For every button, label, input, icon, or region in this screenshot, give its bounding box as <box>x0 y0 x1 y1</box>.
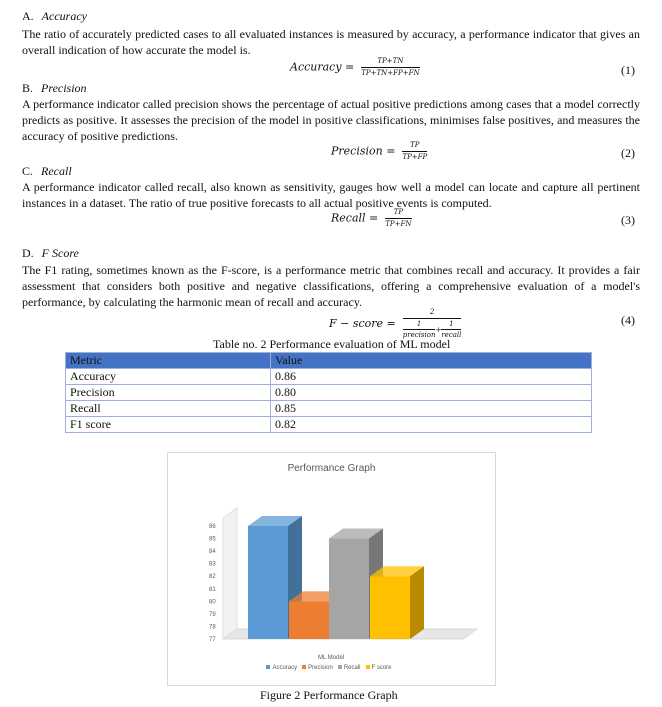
table-header-cell: Metric <box>66 353 271 369</box>
equation-number: (3) <box>621 213 635 227</box>
y-tick-label: 81 <box>209 586 216 593</box>
fraction-numerator: TP <box>402 141 427 152</box>
sub-numerator: 1 <box>403 320 436 330</box>
section-heading-accuracy <box>22 9 87 24</box>
y-tick-label: 86 <box>209 524 216 530</box>
table-cell: 0.85 <box>271 401 592 417</box>
bar-front <box>329 539 369 639</box>
equation-fraction <box>403 308 462 340</box>
paragraph-precision: A performance indicator called precision shows the percentage of actual positive predictions among cases that a model correctly predicts as positive. It assesses the precision of the model in positive classifications, minimises false positives, and measures the accuracy of positive predictions. <box>22 97 640 143</box>
paragraph-accuracy: The ratio of accurately predicted cases to all evaluated instances is measured by accuracy, a performance indicator that gives an overall indication of how accurate the model is. <box>22 27 640 57</box>
section-title: Precision <box>41 81 87 95</box>
equation-f-score <box>329 308 461 340</box>
legend-label: Precision <box>308 665 333 671</box>
table-cell: F1 score <box>66 417 271 433</box>
fraction-numerator: 2 <box>403 308 462 319</box>
y-tick-label: 77 <box>209 637 216 643</box>
section-heading-f-score <box>22 246 79 261</box>
legend-label: F score <box>371 665 392 671</box>
fraction-denominator: TP+FN <box>385 220 412 228</box>
equation-lhs: Accuracy = <box>290 60 355 74</box>
bar-f-score <box>370 566 424 639</box>
table-cell: Accuracy <box>66 369 271 385</box>
table-row <box>66 401 592 417</box>
sub-numerator: 1 <box>441 320 461 330</box>
performance-table <box>65 352 592 433</box>
sub-denominator: recall <box>441 331 462 339</box>
fraction-denominator: $\frac{1}{\text{precision}}$ + $\frac{1}{\text{recall}}$ <box>402 320 462 339</box>
x-axis-label: ML Model <box>318 655 345 661</box>
table-row <box>66 385 592 401</box>
fraction-numerator: TP+TN <box>361 57 419 68</box>
table-cell: Recall <box>66 401 271 417</box>
fraction-denominator: TP+TN+FP+FN <box>361 69 420 77</box>
legend-label: Recall <box>343 665 361 671</box>
table-header-cell: Value <box>271 353 592 369</box>
legend-swatch <box>366 665 370 669</box>
figure-caption: Figure 2 Performance Graph <box>260 688 398 702</box>
chart-side-wall <box>223 508 237 639</box>
section-number: A. <box>22 9 34 23</box>
legend-swatch <box>266 665 270 669</box>
y-tick-label: 82 <box>209 574 216 581</box>
bar-side-shade <box>410 566 424 639</box>
section-title: F Score <box>41 246 79 260</box>
equation-fraction <box>402 141 427 162</box>
y-tick-label: 84 <box>209 549 216 556</box>
legend-label: Accuracy <box>272 665 298 671</box>
equation-fraction <box>361 57 419 78</box>
y-tick-label: 80 <box>209 599 216 606</box>
legend-item <box>366 665 392 671</box>
fraction-denominator: TP+FP <box>402 153 428 161</box>
sub-denominator: precision <box>402 331 436 339</box>
bar-front <box>248 526 288 639</box>
y-tick-label: 85 <box>209 536 216 543</box>
legend-swatch <box>338 665 342 669</box>
equation-number: (1) <box>621 63 635 77</box>
section-number: B. <box>22 81 34 95</box>
paragraph-f-score: The F1 rating, sometimes known as the F-score, is a performance metric that combines recall and accuracy. It provides a fair assessment that considers both positive and negative classifications, offering a comprehensive evaluation of a model's performance, by calculating the harmonic mean of recall and accuracy. <box>22 263 640 309</box>
section-number: C. <box>22 164 34 178</box>
table-row <box>66 369 592 385</box>
section-title: Recall <box>41 164 72 178</box>
paragraph-recall: A performance indicator called recall, also known as sensitivity, gauges how well a model can locate and capture all pertinent instances in a dataset. The ratio of true positive forecasts to all actual positive events is computed. <box>22 180 640 210</box>
equation-accuracy <box>290 57 420 78</box>
equation-recall <box>331 208 412 229</box>
y-tick-label: 79 <box>209 611 216 618</box>
table-row <box>66 417 592 433</box>
equation-lhs: Precision = <box>331 144 396 158</box>
section-title: Accuracy <box>41 9 87 23</box>
equation-number: (4) <box>621 313 635 327</box>
fraction-numerator: TP <box>385 208 411 219</box>
equation-number: (2) <box>621 146 635 160</box>
bar-front <box>289 601 329 639</box>
section-number: D. <box>22 246 34 260</box>
legend-item <box>266 665 297 671</box>
legend-item <box>302 665 333 671</box>
legend-swatch <box>302 665 306 669</box>
legend-item <box>338 665 361 671</box>
section-heading-precision <box>22 81 87 96</box>
table-cell: 0.80 <box>271 385 592 401</box>
chart-title: Performance Graph <box>287 463 376 474</box>
chart-legend <box>168 665 495 671</box>
chart-plot <box>168 481 495 671</box>
equation-fraction <box>385 208 411 229</box>
table-cell: Precision <box>66 385 271 401</box>
equation-precision <box>331 141 427 162</box>
section-heading-recall <box>22 164 72 179</box>
table-header-row <box>66 353 592 369</box>
equation-lhs: Recall = <box>331 211 379 225</box>
table-cell: 0.86 <box>271 369 592 385</box>
y-tick-label: 83 <box>209 561 216 568</box>
bar-front <box>370 576 410 639</box>
table-caption: Table no. 2 Performance evaluation of ML model <box>213 337 451 351</box>
performance-chart <box>167 452 496 686</box>
y-tick-label: 78 <box>209 624 216 631</box>
table-cell: 0.82 <box>271 417 592 433</box>
equation-lhs: F − score = <box>329 316 396 330</box>
